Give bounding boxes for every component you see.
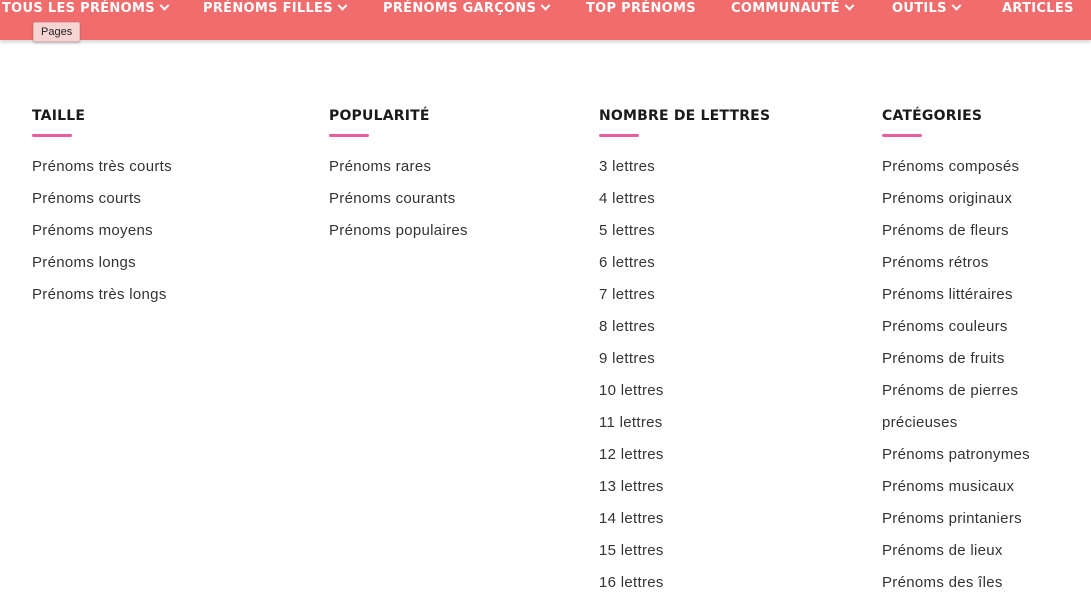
column-title: CATÉGORIES — [882, 108, 983, 124]
menu-link[interactable]: Prénoms des îles — [882, 574, 1003, 591]
menu-link[interactable]: Prénoms populaires — [329, 222, 468, 239]
menu-column-taille — [32, 106, 172, 317]
nav-item-outils[interactable] — [892, 0, 960, 18]
menu-link[interactable]: Prénoms très longs — [32, 286, 167, 303]
menu-link[interactable]: Prénoms patronymes — [882, 446, 1030, 463]
chevron-down-icon — [541, 1, 551, 11]
nav-item-prenoms-garcons[interactable] — [383, 0, 549, 18]
menu-column-categories — [882, 106, 1030, 605]
chevron-down-icon — [337, 1, 347, 11]
chevron-down-icon — [844, 1, 854, 11]
title-underline — [32, 134, 72, 137]
nav-label: COMMUNAUTÉ — [731, 1, 840, 16]
title-underline — [329, 134, 369, 137]
menu-link[interactable]: 11 lettres — [599, 414, 663, 431]
menu-link[interactable]: précieuses — [882, 414, 958, 431]
menu-link[interactable]: Prénoms moyens — [32, 222, 153, 239]
nav-label: PRÉNOMS FILLES — [203, 1, 333, 16]
title-underline — [599, 134, 639, 137]
menu-link[interactable]: 4 lettres — [599, 190, 656, 207]
menu-link[interactable]: 7 lettres — [599, 286, 656, 303]
menu-link[interactable]: Prénoms de fleurs — [882, 222, 1009, 239]
menu-link[interactable]: Prénoms longs — [32, 254, 136, 271]
menu-link[interactable]: Prénoms de fruits — [882, 350, 1005, 367]
menu-column-nombre-de-lettres — [599, 106, 770, 605]
menu-link[interactable]: 9 lettres — [599, 350, 656, 367]
nav-label: TOP PRÉNOMS — [586, 1, 696, 16]
nav-item-tous-les-prenoms[interactable] — [2, 0, 168, 18]
title-underline — [882, 134, 922, 137]
menu-column-popularite — [329, 106, 468, 253]
tooltip-pages: Pages — [33, 22, 80, 42]
top-navigation-bar — [0, 0, 1091, 40]
menu-link[interactable]: Prénoms rares — [329, 158, 432, 175]
chevron-down-icon — [159, 1, 169, 11]
chevron-down-icon — [951, 1, 961, 11]
nav-label: OUTILS — [892, 1, 947, 16]
menu-link[interactable]: Prénoms courts — [32, 190, 142, 207]
nav-label: ARTICLES — [1002, 1, 1074, 16]
column-title: NOMBRE DE LETTRES — [599, 108, 771, 124]
menu-link[interactable]: 14 lettres — [599, 510, 664, 527]
link-list — [882, 157, 1030, 605]
link-list — [329, 157, 468, 253]
menu-link[interactable]: Prénoms printaniers — [882, 510, 1022, 527]
menu-link[interactable]: 3 lettres — [599, 158, 656, 175]
menu-link[interactable]: Prénoms rétros — [882, 254, 989, 271]
menu-link[interactable]: 6 lettres — [599, 254, 656, 271]
menu-link[interactable]: Prénoms couleurs — [882, 318, 1008, 335]
menu-link[interactable]: 12 lettres — [599, 446, 664, 463]
menu-link[interactable]: Prénoms courants — [329, 190, 456, 207]
menu-link[interactable]: 13 lettres — [599, 478, 664, 495]
menu-link[interactable]: 10 lettres — [599, 382, 664, 399]
menu-link[interactable]: Prénoms originaux — [882, 190, 1013, 207]
nav-item-articles[interactable] — [1002, 0, 1074, 18]
nav-item-top-prenoms[interactable] — [586, 0, 696, 18]
menu-link[interactable]: Prénoms de pierres — [882, 382, 1019, 399]
link-list — [599, 157, 770, 605]
menu-link[interactable]: Prénoms très courts — [32, 158, 172, 175]
nav-label: TOUS LES PRÉNOMS — [2, 1, 155, 16]
menu-link[interactable]: Prénoms de lieux — [882, 542, 1003, 559]
menu-link[interactable]: Prénoms composés — [882, 158, 1020, 175]
menu-link[interactable]: Prénoms littéraires — [882, 286, 1013, 303]
nav-item-prenoms-filles[interactable] — [203, 0, 346, 18]
link-list — [32, 157, 172, 317]
menu-link[interactable]: 8 lettres — [599, 318, 656, 335]
menu-link[interactable]: Prénoms musicaux — [882, 478, 1015, 495]
nav-item-communaute[interactable] — [731, 0, 853, 18]
menu-link[interactable]: 5 lettres — [599, 222, 656, 239]
menu-link[interactable]: 15 lettres — [599, 542, 664, 559]
menu-link[interactable]: 16 lettres — [599, 574, 664, 591]
nav-label: PRÉNOMS GARÇONS — [383, 1, 537, 16]
column-title: TAILLE — [32, 108, 86, 124]
column-title: POPULARITÉ — [329, 108, 430, 124]
